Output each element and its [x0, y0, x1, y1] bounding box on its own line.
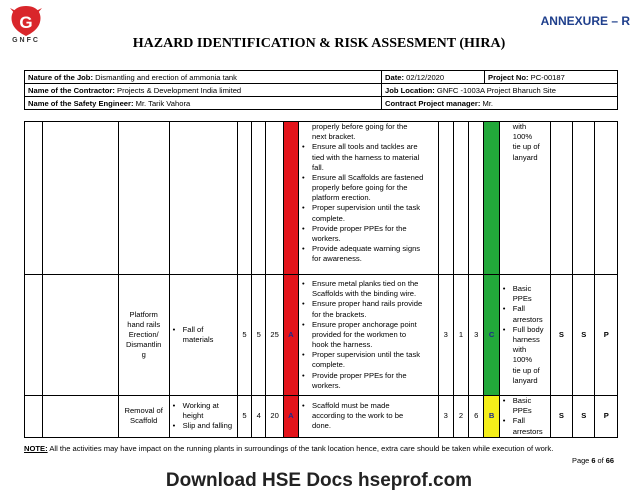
download-banner[interactable]: Download HSE Docs hseprof.com — [165, 470, 473, 491]
activity-line: Erection/ — [128, 329, 159, 339]
control-list-item: according to the work to be — [312, 411, 404, 421]
residual-severity-value: 3 — [443, 329, 448, 339]
residual-severity-cell — [438, 396, 453, 438]
hazard-cell — [169, 122, 237, 275]
control-list-item: • Provide proper PPEs for the — [309, 224, 436, 234]
hazard-list-item: height — [182, 411, 204, 421]
control-list-item: workers. — [312, 233, 341, 243]
responsibility-cell — [595, 275, 618, 396]
contractor-cell — [25, 84, 382, 97]
date-label: Date: — [385, 72, 404, 82]
ppe-cell — [499, 275, 550, 396]
residual-probability-cell — [453, 396, 468, 438]
ppe-cell — [499, 396, 550, 438]
ppe-list-item: • Basic PPEs — [510, 396, 548, 416]
risk-level-letter: A — [288, 411, 294, 421]
control-list-item: • Scaffold must be made — [309, 401, 436, 411]
hazard-row — [25, 275, 618, 396]
manager-cell — [382, 97, 618, 110]
ppe-list-item: arrestors — [512, 426, 543, 436]
serial-cell — [25, 275, 43, 396]
control-list-item: properly before going for the — [312, 183, 408, 193]
job-info-table — [24, 70, 618, 110]
control-list-item: for the brackets. — [312, 309, 367, 319]
job-step-cell — [43, 275, 118, 396]
hazard-list-item: • Working at — [180, 401, 235, 411]
responsibility-value: P — [603, 329, 609, 339]
responsibility-cell — [595, 396, 618, 438]
location-cell — [382, 84, 618, 97]
manager-value: Mr. — [482, 98, 494, 108]
responsibility-value: S — [558, 329, 564, 339]
ppe-cell — [499, 122, 550, 275]
risk-score-value: 20 — [270, 411, 279, 421]
control-list-item: • Ensure metal planks tied on the — [309, 279, 436, 289]
residual-level-cell — [484, 275, 499, 396]
control-list-item: provided for the workmen to — [312, 329, 407, 339]
ppe-list-item: lanyard — [512, 152, 538, 162]
info-row — [25, 84, 618, 97]
ppe-list-item: • Full body — [510, 325, 548, 335]
residual-level-cell — [484, 122, 499, 275]
contractor-label: Name of the Contractor: — [28, 85, 115, 95]
responsibility-cell — [595, 122, 618, 275]
responsibility-value: S — [581, 329, 587, 339]
ppe-list-item: tie up of — [512, 142, 540, 152]
note-text — [24, 444, 624, 453]
note-label: NOTE: — [24, 444, 48, 453]
project-value: PC-00187 — [530, 72, 565, 82]
risk-score-value: 25 — [270, 329, 279, 339]
control-list-item: complete. — [312, 360, 345, 370]
engineer-cell — [25, 97, 382, 110]
logo-letter: G — [19, 13, 33, 32]
ppe-list-item: with 100% — [512, 122, 533, 142]
control-list — [301, 279, 436, 391]
date-value: 02/12/2020 — [406, 72, 445, 82]
control-measures-cell — [299, 275, 439, 396]
risk-score-cell — [266, 396, 283, 438]
risk-score-cell — [266, 275, 283, 396]
activity-line: Dismantlin — [125, 340, 162, 350]
control-measures-cell — [299, 396, 439, 438]
activity-cell — [118, 275, 169, 396]
risk-level-cell — [283, 396, 298, 438]
control-list-item: hook the harness. — [312, 340, 373, 350]
risk-level-cell — [283, 122, 298, 275]
page-current: 6 — [591, 456, 596, 465]
ppe-list-item: • Fall — [510, 416, 548, 426]
info-row — [25, 97, 618, 110]
activity-line: Scaffold — [130, 416, 158, 426]
hazard-list-item: • Slip and falling — [180, 421, 235, 431]
hazard-row — [25, 396, 618, 438]
page-prefix: Page — [572, 456, 592, 465]
responsibility-value: S — [581, 411, 587, 421]
residual-severity-cell — [438, 122, 453, 275]
control-list-item: done. — [312, 421, 332, 431]
control-list-item: • Provide adequate warning signs — [309, 244, 436, 254]
responsibility-cell — [573, 122, 595, 275]
residual-score-cell — [469, 275, 484, 396]
location-label: Job Location: — [385, 85, 435, 95]
manager-label: Contract Project manager: — [385, 98, 481, 108]
control-list — [301, 401, 436, 432]
residual-score-value: 3 — [474, 329, 479, 339]
ppe-list-item: arrestors — [512, 314, 543, 324]
residual-level-letter: C — [488, 329, 495, 339]
control-list-item: • Ensure all tools and tackles are — [309, 142, 436, 152]
hazard-list-item: • Fall of — [180, 325, 235, 335]
control-list — [301, 122, 436, 264]
residual-probability-value: 1 — [458, 329, 464, 339]
job-value: Dismantling and erection of ammonia tank — [95, 72, 237, 82]
activity-line: Platform — [129, 309, 158, 319]
ppe-list-item: harness — [512, 335, 540, 344]
risk-level-cell — [283, 275, 298, 396]
annexure-label: ANNEXURE – R — [540, 14, 630, 28]
ppe-list — [502, 396, 548, 437]
logo-text: GNFC — [12, 37, 40, 44]
ppe-list-item: tie up of — [512, 365, 540, 375]
control-list-item: Scaffolds with the binding wire. — [312, 289, 417, 299]
control-list-item: fall. — [312, 162, 324, 172]
control-list-item: • Proper supervision until the task — [309, 203, 436, 213]
residual-probability-cell — [453, 275, 468, 396]
residual-score-value: 6 — [474, 411, 479, 421]
probability-cell — [252, 275, 266, 396]
job-step-cell — [43, 122, 118, 275]
probability-cell — [252, 122, 266, 275]
engineer-label: Name of the Safety Engineer: — [28, 98, 134, 108]
hira-table — [24, 121, 618, 438]
hazard-list — [172, 401, 235, 432]
page-total: 66 — [605, 456, 614, 465]
severity-cell — [237, 396, 251, 438]
activity-cell — [118, 396, 169, 438]
hira-table-body — [25, 122, 618, 438]
job-label: Nature of the Job: — [28, 72, 93, 82]
responsibility-cell — [550, 122, 572, 275]
control-list-item: next bracket. — [312, 132, 356, 142]
residual-probability-value: 2 — [458, 411, 464, 421]
hazard-list-item: materials — [182, 335, 214, 344]
ppe-list-item: • Basic PPEs — [510, 284, 548, 304]
control-list-item: • Ensure all Scaffolds are fastened — [309, 173, 436, 183]
residual-score-cell — [469, 122, 484, 275]
control-list-item: for awareness. — [312, 254, 362, 264]
job-step-cell — [43, 396, 118, 438]
ppe-list-item: with 100% — [512, 345, 533, 365]
engineer-value: Mr. Tarik Vahora — [135, 98, 191, 108]
date-cell — [382, 71, 485, 84]
control-measures-cell — [299, 122, 439, 275]
probability-cell — [252, 396, 266, 438]
location-value: GNFC -1003A Project Bharuch Site — [436, 85, 556, 95]
control-list-item: tied with the harness to material — [312, 152, 420, 162]
severity-cell — [237, 275, 251, 396]
activity-cell — [118, 122, 169, 275]
probability-value: 4 — [256, 411, 261, 421]
residual-score-cell — [469, 396, 484, 438]
risk-level-letter: A — [288, 329, 294, 339]
activity-line: g — [141, 350, 146, 360]
control-list-item: platform erection. — [312, 193, 371, 203]
page-number — [572, 456, 614, 465]
probability-value: 5 — [256, 329, 261, 339]
ppe-list — [502, 284, 548, 386]
ppe-list-item: • Fall — [510, 304, 548, 314]
residual-level-cell — [484, 396, 499, 438]
serial-cell — [25, 122, 43, 275]
residual-severity-value: 3 — [443, 411, 448, 421]
note-body: All the activities may have impact on the running plants in surroundings of the tank location hence, extra care should be taken while execution of work. — [47, 444, 554, 453]
responsibility-cell — [550, 275, 572, 396]
severity-value: 5 — [242, 411, 247, 421]
responsibility-cell — [573, 275, 595, 396]
hazard-cell — [169, 396, 237, 438]
control-list-item: • Proper supervision until the task — [309, 350, 436, 360]
contractor-value: Projects & Development India limited — [117, 85, 242, 95]
page-middle: of — [595, 456, 606, 465]
project-cell — [485, 71, 618, 84]
control-list-item: • Ensure proper anchorage point — [309, 320, 436, 330]
info-row — [25, 71, 618, 84]
control-list-item: complete. — [312, 213, 345, 223]
severity-value: 5 — [242, 329, 247, 339]
hazard-cell — [169, 275, 237, 396]
ppe-list-item: lanyard — [512, 375, 538, 385]
control-list-item: workers. — [312, 380, 341, 390]
risk-score-cell — [266, 122, 283, 275]
severity-cell — [237, 122, 251, 275]
project-label: Project No: — [488, 72, 529, 82]
responsibility-cell — [550, 396, 572, 438]
control-list-item: • Ensure proper hand rails provide — [309, 299, 436, 309]
control-list-item: properly before going for the — [312, 122, 408, 131]
responsibility-cell — [573, 396, 595, 438]
activity-line: hand rails — [127, 319, 161, 329]
control-list-item: • Provide proper PPEs for the — [309, 371, 436, 381]
residual-severity-cell — [438, 275, 453, 396]
ppe-list — [502, 122, 548, 163]
hazard-row — [25, 122, 618, 275]
job-cell — [25, 71, 382, 84]
residual-level-letter: B — [488, 411, 495, 421]
responsibility-value: P — [603, 411, 609, 421]
residual-probability-cell — [453, 122, 468, 275]
hazard-list — [172, 325, 235, 345]
serial-cell — [25, 396, 43, 438]
responsibility-value: S — [558, 411, 564, 421]
activity-line: Removal of — [124, 406, 163, 416]
document-title: HAZARD IDENTIFICATION & RISK ASSESMENT (HIRA) — [132, 36, 506, 51]
